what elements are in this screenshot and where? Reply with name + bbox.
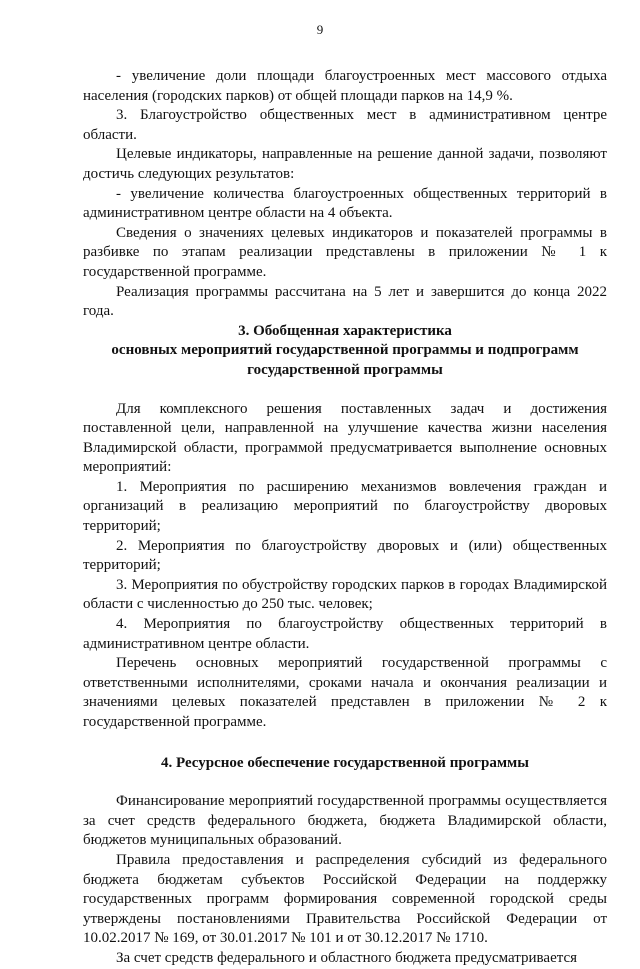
- list-item-activity-4: 4. Мероприятия по благоустройству общественных территорий в административном центре области.: [83, 616, 607, 652]
- section-3-heading-line-2: основных мероприятий государственной программы и подпрограмм: [111, 342, 579, 359]
- paragraph-program-duration: Реализация программы рассчитана на 5 лет и завершится до конца 2022 года.: [83, 283, 607, 320]
- section-3-heading-line-3: государственной программы: [247, 361, 443, 378]
- paragraph-indicator-values: Сведения о значениях целевых индикаторов и показателей программы в разбивке по этапам реализации представлены в приложении № 1 к государственной программе.: [83, 224, 607, 280]
- paragraph-park-area-increase: - увеличение доли площади благоустроенных мест массового отдыха населения (городских парков) от общей площади парков на 14,9 %.: [83, 68, 607, 104]
- document-body: [83, 67, 607, 969]
- paragraph-public-territories-increase: - увеличение количества благоустроенных общественных территорий в административном центре области на 4 объекта.: [83, 185, 607, 222]
- paragraph-task-3: 3. Благоустройство общественных мест в административном центре области.: [83, 107, 607, 143]
- paragraph-target-indicators: Целевые индикаторы, направленные на решение данной задачи, позволяют достичь следующих результатов:: [83, 146, 607, 182]
- paragraph-subsidy-rules: Правила предоставления и распределения субсидий из федерального бюджета бюджетам субъектов Российской Федерации на поддержку государственных программ формирования современной городской среды утверждены постановлениями Правительства Российской Федерации от 10.02.2017 № 169, от 30.01.2017 № 101 и от 30.12.2017 № 1710.: [83, 851, 607, 947]
- section-4-heading: 4. Ресурсное обеспечение государственной программы: [161, 754, 529, 771]
- list-item-activity-2: 2. Мероприятия по благоустройству дворовых и (или) общественных территорий;: [83, 537, 607, 574]
- spacer: [83, 381, 607, 400]
- paragraph-activities-list-reference: Перечень основных мероприятий государственной программы с ответственными исполнителями, сроками начала и окончания реализации и значениями целевых показателей представлен в приложении № 2 к государственной программе.: [83, 655, 607, 730]
- section-3-heading-line-1: 3. Обобщенная характеристика: [238, 322, 452, 339]
- list-item-activity-1: 1. Мероприятия по расширению механизмов вовлечения граждан и организаций в реализацию мероприятий по благоустройству дворовых территорий;: [83, 478, 607, 535]
- spacer: [83, 773, 607, 792]
- paragraph-financing-sources: Финансирование мероприятий государственной программы осуществляется за счет средств федерального бюджета, бюджета Владимирской области, бюджетов муниципальных образований.: [83, 793, 607, 849]
- paragraph-budget-provision: За счет средств федерального и областного бюджета предусматривается: [116, 949, 578, 966]
- list-item-activity-3: 3. Мероприятия по обустройству городских парков в городах Владимирской области с численностью до 250 тыс. человек;: [83, 576, 607, 613]
- spacer: [83, 733, 607, 754]
- paragraph-main-activities-intro: Для комплексного решения поставленных задач и достижения поставленной цели, направленной на улучшение качества жизни населения Владимирской области, программой предусматривается выполнение основных мероприятий:: [83, 400, 607, 476]
- section-3-heading: [83, 322, 607, 381]
- page-number: 9: [316, 22, 324, 37]
